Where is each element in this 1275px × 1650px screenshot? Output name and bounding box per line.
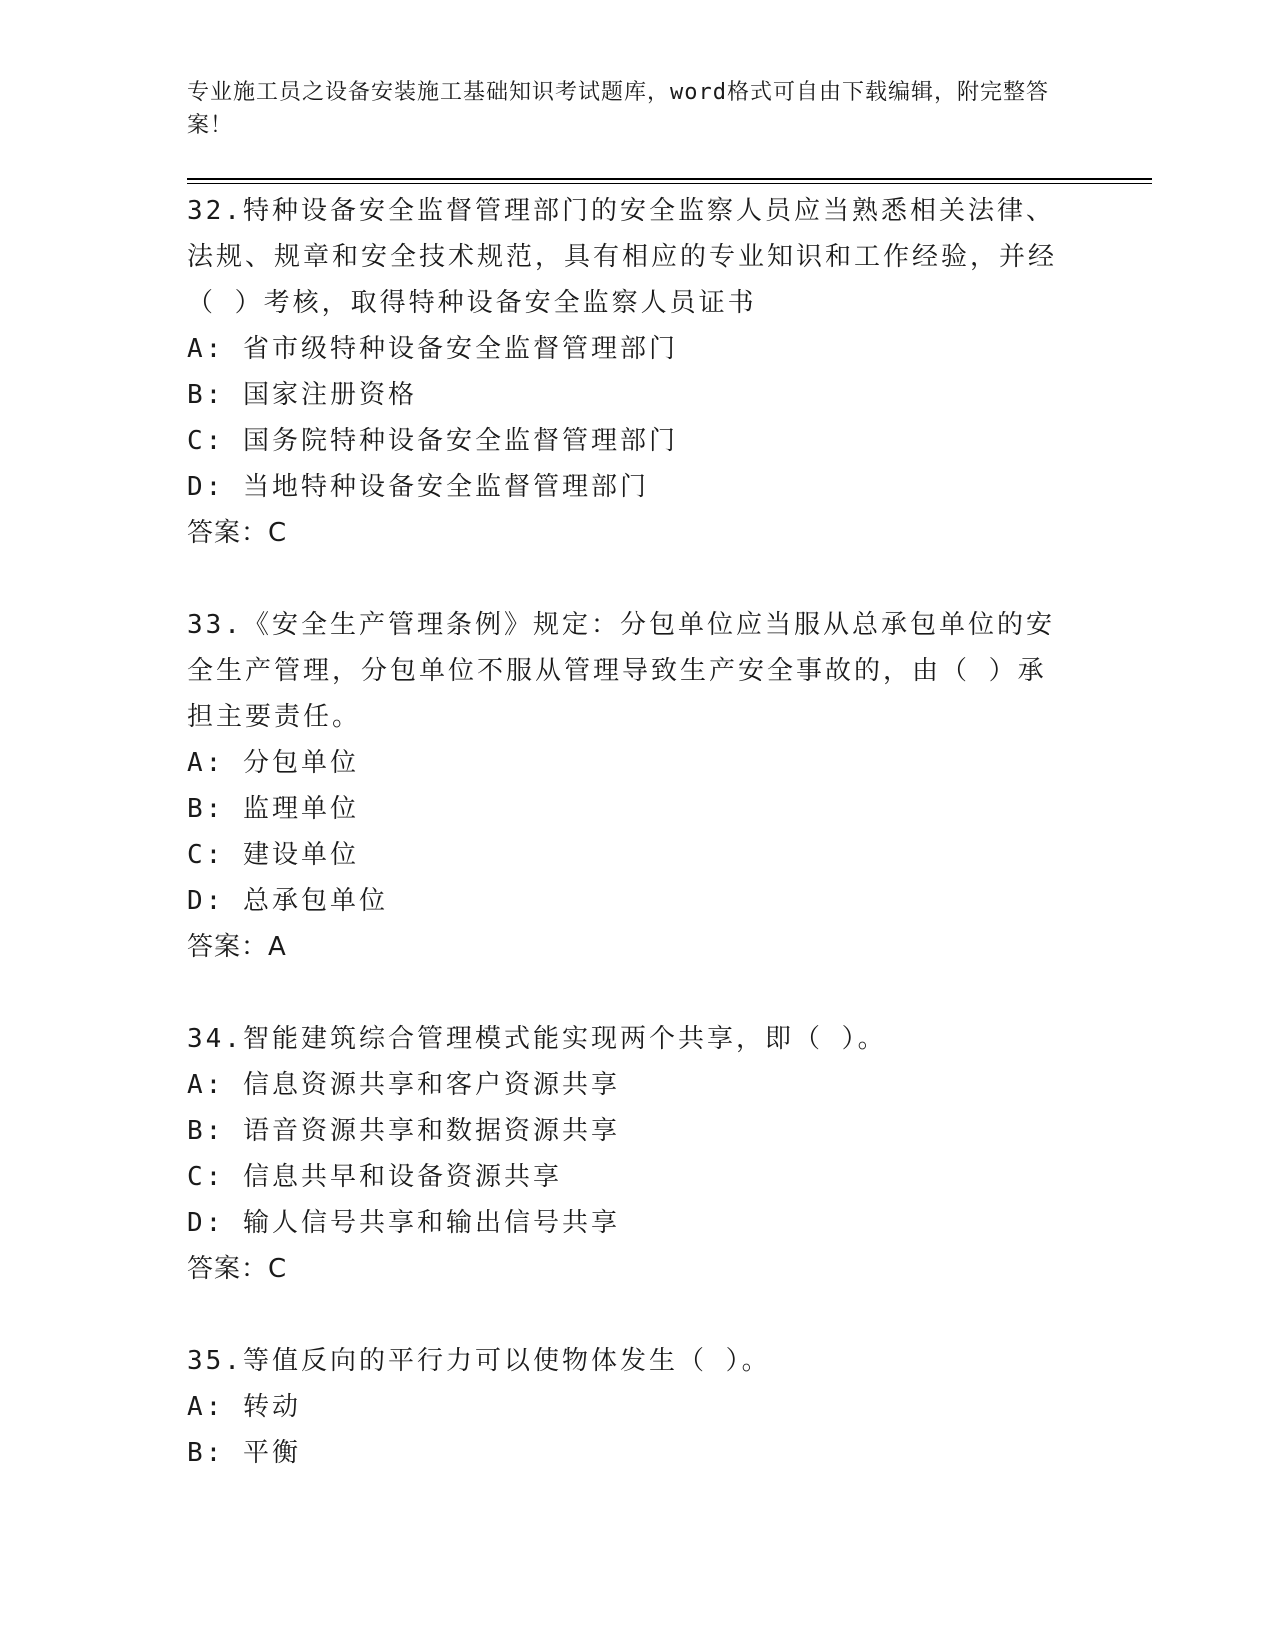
option-a: A: 信息资源共享和客户资源共享 (187, 1070, 620, 1100)
question-stem: 33.《安全生产管理条例》规定：分包单位应当服从总承包单位的安全生产管理，分包单位不服从管理导致生产安全事故的，由（ ）承担主要责任。 (187, 610, 1055, 732)
option-a: A: 省市级特种设备安全监督管理部门 (187, 334, 678, 364)
question-stem: 32.特种设备安全监督管理部门的安全监察人员应当熟悉相关法律、法规、规章和安全技术规范，具有相应的专业知识和工作经验，并经（ ）考核，取得特种设备安全监察人员证书 (187, 196, 1058, 318)
option-a: A: 转动 (187, 1392, 301, 1422)
option-d: D: 当地特种设备安全监督管理部门 (187, 472, 649, 502)
document-header: 专业施工员之设备安装施工基础知识考试题库，word格式可自由下载编辑，附完整答案！ (187, 80, 1049, 138)
option-b: B: 语音资源共享和数据资源共享 (187, 1116, 620, 1146)
question-35 (187, 1338, 1067, 1476)
option-d: D: 输人信号共享和输出信号共享 (187, 1208, 620, 1238)
question-32 (187, 188, 1067, 556)
option-d: D: 总承包单位 (187, 886, 388, 916)
option-a: A: 分包单位 (187, 748, 359, 778)
question-list (187, 188, 1067, 1522)
option-b: B: 国家注册资格 (187, 380, 417, 410)
question-stem: 34.智能建筑综合管理模式能实现两个共享，即（ ）。 (187, 1024, 887, 1054)
question-33 (187, 602, 1067, 970)
answer: 答案：C (187, 1254, 288, 1284)
question-34 (187, 1016, 1067, 1292)
option-b: B: 平衡 (187, 1438, 301, 1468)
question-stem: 35.等值反向的平行力可以使物体发生（ ）。 (187, 1346, 771, 1376)
option-c: C: 国务院特种设备安全监督管理部门 (187, 426, 678, 456)
answer: 答案：C (187, 518, 288, 548)
header-divider-thin (187, 183, 1152, 184)
option-c: C: 信息共早和设备资源共享 (187, 1162, 562, 1192)
option-b: B: 监理单位 (187, 794, 359, 824)
option-c: C: 建设单位 (187, 840, 359, 870)
header-divider-thick (187, 178, 1152, 180)
answer: 答案：A (187, 932, 287, 962)
